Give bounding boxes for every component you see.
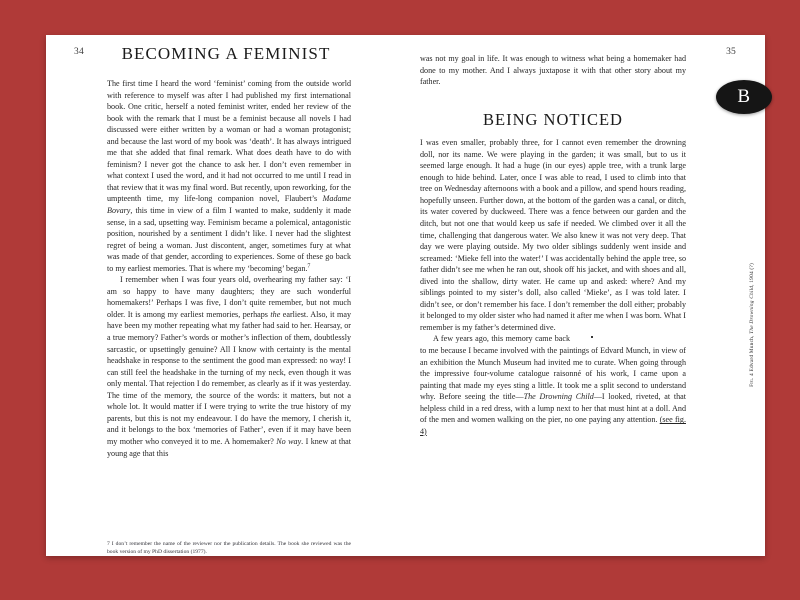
page-number-left: 34 bbox=[74, 47, 84, 57]
figure-4-caption-title: The Drowning Child bbox=[748, 285, 755, 334]
footnote-text: I don’t remember the name of the reviewer nor the publication details. The book she reviewed was the book version of my PhD dissertation (1977). bbox=[107, 541, 351, 555]
right-paragraph-2 bbox=[420, 333, 686, 437]
right-paragraph-2-part-2: —I looked, riveted, at that helpless child in a red dress, with a lump next to her that must hint at a doll. And of the men and women walking on the pier, no one paying any attention. bbox=[420, 392, 686, 425]
right-continued-paragraph: was not my goal in life. It was enough to witness what being a homemaker had done to my mother. And I always juxtapose it with that other story about my father. bbox=[420, 54, 686, 87]
left-paragraph-1-title-italic: Madame Bovary bbox=[107, 194, 351, 216]
book-spread bbox=[46, 35, 765, 556]
left-paragraph-2 bbox=[107, 274, 351, 459]
left-paragraph-2-italic-the: the bbox=[270, 309, 281, 319]
left-paragraph-1-part-2: , this time in view of a film I wanted to make, suddenly it made sense, in a sad, upsetting way. Feminism became a polemical, antagonistic position, nourished by a sentiment I didn’t like. I never had the slightest regret of being a woman. Just discontent, anger, sometimes fury at what was made of that gender, according to experiences. Some of these go back to my earliest memories. That is where my ‘becoming’ began. bbox=[107, 206, 351, 273]
see-figure-4-link[interactable]: (see fig. 4) bbox=[420, 415, 686, 436]
right-page-text-column bbox=[420, 53, 686, 437]
footnote-number: 7 bbox=[107, 541, 110, 547]
section-title: BEING NOTICED bbox=[483, 109, 623, 129]
right-paragraph-2-part-1: A few years ago, this memory came back to me because I became involved with the paintings of Edvard Munch, in view of an exhibition the Munch Museum had invited me to curate. When going through the impressive four-volume catalogue raisonné of his work, I came upon a painting that made my eyes sting a little. It took me a split second to understand why. Before seeing the title— bbox=[420, 334, 686, 402]
bookmark-badge[interactable]: B bbox=[716, 80, 772, 114]
right-paragraph-1: I was even smaller, probably three, for I cannot even remember the drowning doll, nor its name. We were playing in the garden; it was small, but to us it seemed large enough. It had a huge (in our eyes) apple tree, with a trunk large enough to hide behind. Later, once I was able to read, I used to climb into that tree on Wednesday afternoons with a book and a pillow, and spend hours reading, hopefully unseen. Further down, at the bottom of the garden was a canal, or ditch, its water covered by duckweed. There was a fence between our garden and the ditch, but not one that would keep us safe if needed. We climbed over it all the time, challenging that dangerous water. We also knew it was not very deep. That day we were playing outside. My two older siblings suddenly went inside and screamed: ‘Mieke fell into the water!’ I was accidentally behind the apple tree, so father didn’t see me when he ran out, shook off his jacket, and with shoes and all, dived into the shallow, dirty water. He came up and asked: where? And my siblings pointed to my sister’s doll, also called ‘Mieke’, as I was told later. I didn’t see, or don’t remember his face. I don’t remember the doll either; probably it belonged to my older sister who had named it after me when I was born. What I remember is my father’s determined dive. bbox=[420, 138, 686, 332]
left-page-text-column bbox=[107, 78, 351, 459]
right-page bbox=[406, 35, 765, 556]
left-page bbox=[46, 35, 406, 556]
footnote-reference-7[interactable]: 7 bbox=[307, 263, 311, 270]
left-paragraph-2-part-2: earliest. Also, it may have been my mother repeating what my father had said to her. Hearsay, or a true memory? Father’s words or mother’s inflection of them, doubtlessly sarcastic, or upsettingly genuine? All I know with certainty is the mental headshake in response to the sentiment the good man expressed: no way! I can still feel the headshake in the turning of my neck, even though it was only mental. That rejection I do remember, as clearly as if it was yesterday. The time of the memory, the source of the words: it matters, but not a whole lot. It would matter if I were trying to write the true history of my parents, but this is not my endeavour. I do have the memory, I cherish it, and it belongs to the box ‘memories of Father’, even if it may have been my mother who conveyed it to me. A homemaker? bbox=[107, 309, 351, 446]
left-paragraph-2-part-3: . I knew at that young age that this bbox=[107, 436, 351, 458]
figure-4-caption bbox=[750, 263, 755, 387]
figure-4-caption-label: Fig. 4 bbox=[748, 373, 755, 387]
figure-4-caption-artist: Edvard Munch, bbox=[748, 333, 755, 374]
chapter-title: BECOMING A FEMINIST bbox=[121, 44, 331, 63]
right-paragraph-2-painting-title: The Drowning Child bbox=[523, 392, 594, 402]
left-paragraph-2-italic-noway: No way bbox=[276, 436, 302, 446]
left-paragraph-2-part-1: I remember when I was four years old, overhearing my father say: ‘I am so happy to have many daughters; they are such wonderful homemakers!’ Perhaps I was five, I don’t quite remember, but not much older. It is among my earliest memories, perhaps bbox=[107, 275, 351, 319]
footnote-block bbox=[107, 541, 351, 556]
left-paragraph-1-part-1: The first time I heard the word ‘feminist’ coming from the outside world with reference to myself was after I had published my first international book. One critic, herself a noted feminist writer, ended her review of the book with the remark that I must be a feminist because all novels I had discussed were either written by a woman or had a woman protagonist; and because the last word of my book was ‘death’. It has always intrigued me that she added that final remark. What does death have to do with feminism? I never got the chance to ask her. I don’t even remember in what context I used the word, and it had not occurred to me until I read in that review that it was my final word. But recently, upon reworking, for the umpteenth time, my life-long companion novel, Flaubert’s bbox=[107, 79, 351, 204]
page-number-right: 35 bbox=[726, 47, 736, 57]
left-paragraph-1 bbox=[107, 78, 351, 274]
figure-4-caption-year: , 1904 (?) bbox=[748, 263, 755, 286]
